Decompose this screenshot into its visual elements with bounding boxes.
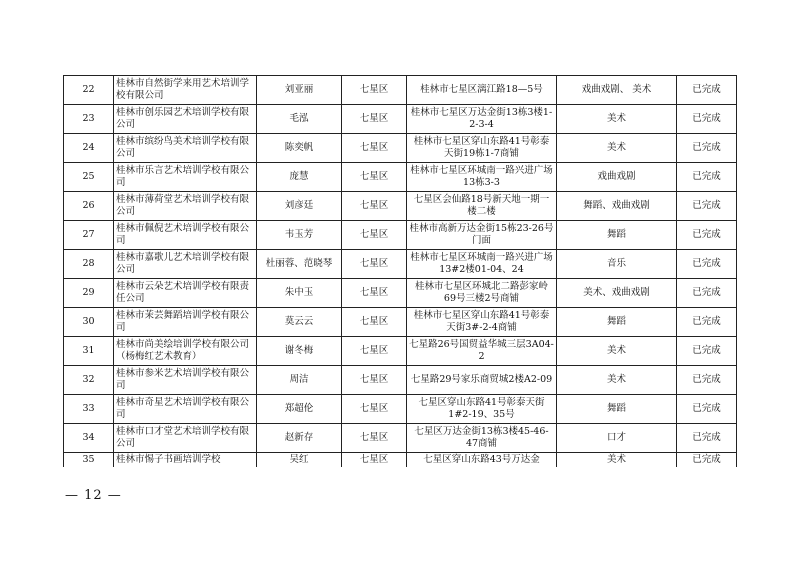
district-cell: 七星区	[342, 453, 407, 468]
table-row	[64, 308, 737, 337]
district-cell: 七星区	[342, 424, 407, 453]
legal-representative-cell: 吴红	[257, 453, 342, 468]
district-cell: 七星区	[342, 366, 407, 395]
legal-representative-cell: 郑超伦	[257, 395, 342, 424]
school-name-cell: 桂林市嘉歌儿艺术培训学校有限公司	[114, 250, 257, 279]
row-number-cell: 22	[64, 76, 114, 105]
row-number-cell: 31	[64, 337, 114, 366]
status-cell: 已完成	[677, 337, 737, 366]
district-cell: 七星区	[342, 250, 407, 279]
training-category-cell: 美术	[557, 134, 677, 163]
training-category-cell: 舞蹈、戏曲戏剧	[557, 192, 677, 221]
training-category-cell: 口才	[557, 424, 677, 453]
address-cell: 桂林市七星区环城南一路兴进广场13#2楼01-04、24	[407, 250, 557, 279]
school-name-cell: 桂林市佩倪艺术培训学校有限公司	[114, 221, 257, 250]
legal-representative-cell: 韦玉芳	[257, 221, 342, 250]
address-cell: 七星路29号家乐商贸城2楼A2-09	[407, 366, 557, 395]
status-cell: 已完成	[677, 250, 737, 279]
table-row	[64, 337, 737, 366]
legal-representative-cell: 朱中玉	[257, 279, 342, 308]
district-cell: 七星区	[342, 105, 407, 134]
status-cell: 已完成	[677, 163, 737, 192]
status-cell: 已完成	[677, 221, 737, 250]
school-name-cell: 桂林市自然街学来用艺术培训学校有限公司	[114, 76, 257, 105]
district-cell: 七星区	[342, 337, 407, 366]
legal-representative-cell: 庞慧	[257, 163, 342, 192]
training-category-cell: 美术	[557, 453, 677, 468]
table-row	[64, 453, 737, 468]
school-name-cell: 桂林市缤纷鸟美术培训学校有限公司	[114, 134, 257, 163]
address-cell: 桂林市高新万达金街15栋23-26号门面	[407, 221, 557, 250]
address-cell: 桂林市七星区万达金街13栋3楼1-2-3-4	[407, 105, 557, 134]
table-row	[64, 366, 737, 395]
table-row	[64, 105, 737, 134]
legal-representative-cell: 毛泓	[257, 105, 342, 134]
school-name-cell: 桂林市奇星艺术培训学校有限公司	[114, 395, 257, 424]
legal-representative-cell: 陈奕帆	[257, 134, 342, 163]
table-row	[64, 395, 737, 424]
row-number-cell: 24	[64, 134, 114, 163]
training-category-cell: 舞蹈	[557, 395, 677, 424]
district-cell: 七星区	[342, 308, 407, 337]
training-category-cell: 戏曲戏剧、 美术	[557, 76, 677, 105]
table-body	[64, 76, 737, 468]
district-cell: 七星区	[342, 76, 407, 105]
district-cell: 七星区	[342, 279, 407, 308]
table-row	[64, 134, 737, 163]
district-cell: 七星区	[342, 221, 407, 250]
address-cell: 七星区万达金街13栋3楼45-46-47商铺	[407, 424, 557, 453]
table-row	[64, 76, 737, 105]
address-cell: 桂林市七星区漓江路18—5号	[407, 76, 557, 105]
status-cell: 已完成	[677, 279, 737, 308]
status-cell: 已完成	[677, 308, 737, 337]
row-number-cell: 23	[64, 105, 114, 134]
school-name-cell: 桂林市参米艺术培训学校有限公司	[114, 366, 257, 395]
row-number-cell: 35	[64, 453, 114, 468]
row-number-cell: 26	[64, 192, 114, 221]
school-name-cell: 桂林市乐言艺术培训学校有限公司	[114, 163, 257, 192]
address-cell: 桂林市七星区环城南一路兴进广场13栋3-3	[407, 163, 557, 192]
training-category-cell: 舞蹈	[557, 308, 677, 337]
page-number: — 12 —	[65, 488, 122, 503]
row-number-cell: 32	[64, 366, 114, 395]
school-name-cell: 桂林市尚美绘培训学校有限公司（杨梅红艺术教育）	[114, 337, 257, 366]
row-number-cell: 27	[64, 221, 114, 250]
training-category-cell: 美术	[557, 366, 677, 395]
address-cell: 桂林市七星区穿山东路41号彰泰天街3#-2-4商铺	[407, 308, 557, 337]
address-cell: 七星区穿山东路43号万达金	[407, 453, 557, 468]
address-cell: 桂林市七星区穿山东路41号彰泰天街19栋1-7商铺	[407, 134, 557, 163]
row-number-cell: 28	[64, 250, 114, 279]
district-cell: 七星区	[342, 395, 407, 424]
address-cell: 七星路26号国贸益华城三层3A04-2	[407, 337, 557, 366]
row-number-cell: 33	[64, 395, 114, 424]
status-cell: 已完成	[677, 192, 737, 221]
row-number-cell: 30	[64, 308, 114, 337]
training-category-cell: 美术	[557, 337, 677, 366]
table-row	[64, 221, 737, 250]
table-row	[64, 279, 737, 308]
status-cell: 已完成	[677, 424, 737, 453]
legal-representative-cell: 谢冬梅	[257, 337, 342, 366]
school-name-cell: 桂林市茉芸舞蹈培训学校有限公司	[114, 308, 257, 337]
status-cell: 已完成	[677, 134, 737, 163]
district-cell: 七星区	[342, 192, 407, 221]
district-cell: 七星区	[342, 134, 407, 163]
school-name-cell: 桂林市云朵艺术培训学校有限责任公司	[114, 279, 257, 308]
training-category-cell: 美术、戏曲戏剧	[557, 279, 677, 308]
legal-representative-cell: 赵新存	[257, 424, 342, 453]
school-name-cell: 桂林市口才堂艺术培训学校有限公司	[114, 424, 257, 453]
training-category-cell: 音乐	[557, 250, 677, 279]
school-name-cell: 桂林市惕子书画培训学校	[114, 453, 257, 468]
status-cell: 已完成	[677, 395, 737, 424]
address-cell: 七星区会仙路18号新天地一期一楼二楼	[407, 192, 557, 221]
district-cell: 七星区	[342, 163, 407, 192]
legal-representative-cell: 刘亚丽	[257, 76, 342, 105]
training-category-cell: 美术	[557, 105, 677, 134]
legal-representative-cell: 周洁	[257, 366, 342, 395]
status-cell: 已完成	[677, 105, 737, 134]
legal-representative-cell: 刘彦廷	[257, 192, 342, 221]
row-number-cell: 25	[64, 163, 114, 192]
status-cell: 已完成	[677, 453, 737, 468]
registry-table	[63, 75, 737, 467]
address-cell: 七星区穿山东路41号彰泰天街1#2-19、35号	[407, 395, 557, 424]
row-number-cell: 34	[64, 424, 114, 453]
legal-representative-cell: 杜丽蓉、范晓琴	[257, 250, 342, 279]
school-name-cell: 桂林市创乐园艺术培训学校有限公司	[114, 105, 257, 134]
table-row	[64, 192, 737, 221]
school-name-cell: 桂林市薄荷堂艺术培训学校有限公司	[114, 192, 257, 221]
training-category-cell: 舞蹈	[557, 221, 677, 250]
status-cell: 已完成	[677, 366, 737, 395]
status-cell: 已完成	[677, 76, 737, 105]
table-row	[64, 250, 737, 279]
address-cell: 桂林市七星区环城北二路彭家岭69号三楼2号商铺	[407, 279, 557, 308]
training-category-cell: 戏曲戏剧	[557, 163, 677, 192]
legal-representative-cell: 莫云云	[257, 308, 342, 337]
table-row	[64, 424, 737, 453]
row-number-cell: 29	[64, 279, 114, 308]
table-row	[64, 163, 737, 192]
